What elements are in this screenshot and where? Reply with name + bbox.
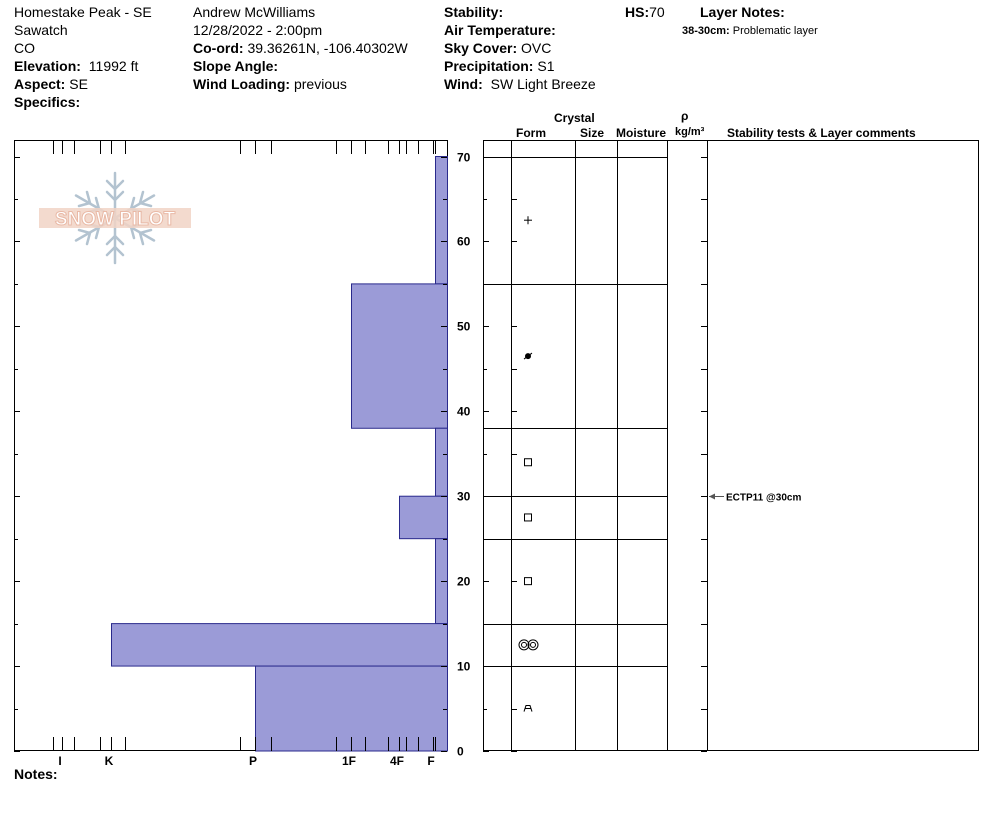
y-tick-label: 10	[457, 659, 471, 674]
hs-label: HS:	[625, 4, 650, 20]
layer-table-frame	[484, 141, 979, 751]
moisture-header: Moisture	[616, 126, 667, 140]
notes-label: Notes:	[14, 766, 58, 782]
x-tick-label: I	[58, 754, 62, 768]
hardness-bar-5	[112, 624, 448, 666]
y-tick-label: 60	[457, 234, 471, 249]
elevation-label: Elevation:	[14, 58, 81, 74]
density-unit-header: kg/m³	[675, 126, 705, 138]
comments-header: Stability tests & Layer comments	[727, 126, 916, 140]
y-tick-label: 70	[457, 150, 471, 165]
stability-label: Stability:	[444, 4, 504, 20]
melt-forms-icon	[519, 640, 538, 650]
wind-value: SW Light Breeze	[490, 76, 596, 92]
y-tick-label: 40	[457, 404, 471, 419]
crystal-header: Crystal	[554, 111, 595, 125]
form-header: Form	[516, 126, 546, 140]
specifics-label: Specifics:	[14, 94, 81, 110]
precipitation-value: S1	[537, 58, 555, 74]
hardness-bar-0	[436, 157, 448, 284]
wind-loading-value: previous	[293, 76, 347, 92]
y-tick-label: 0	[457, 744, 464, 759]
y-tick-label: 50	[457, 319, 471, 334]
hardness-bar-3	[400, 496, 448, 538]
crystal-form-symbols	[519, 216, 538, 711]
location-name: Homestake Peak - SE	[14, 4, 152, 20]
hardness-bar-1	[352, 284, 448, 428]
table-column-lines	[512, 140, 708, 751]
stability-test-marks	[709, 493, 801, 504]
faceted-icon	[525, 459, 532, 466]
hardness-bars	[112, 157, 448, 752]
observation-datetime: 12/28/2022 - 2:00pm	[193, 22, 323, 38]
x-tick-label: P	[248, 754, 258, 768]
wind-loading-label: Wind Loading:	[193, 76, 291, 92]
faceted-icon	[525, 514, 532, 521]
y-tick-label: 20	[457, 574, 471, 589]
x-tick-label: K	[104, 754, 114, 768]
layer-note-range: 38-30cm:	[682, 25, 730, 37]
coord-value: 39.36261N, -106.40302W	[247, 40, 408, 56]
slope-angle-label: Slope Angle:	[193, 58, 279, 74]
x-tick-label: F	[427, 754, 435, 768]
stability-test-label: ECTP11 @30cm	[726, 492, 802, 504]
layer-note-text: Problematic layer	[732, 25, 818, 37]
state-name: CO	[14, 40, 35, 56]
observer-name: Andrew McWilliams	[193, 4, 316, 20]
logo-text: SNOW PILOT	[54, 209, 176, 230]
snowpilot-logo	[39, 173, 191, 263]
sky-cover-label: Sky Cover:	[444, 40, 518, 56]
coord-label: Co-ord:	[193, 40, 244, 56]
precipitation-label: Precipitation:	[444, 58, 534, 74]
decomposing-fragmented-icon	[524, 353, 532, 359]
faceted-icon	[525, 578, 532, 585]
hs-value: 70	[649, 4, 665, 20]
aspect-label: Aspect:	[14, 76, 66, 92]
range-name: Sawatch	[14, 22, 68, 38]
rho-header: ρ	[681, 109, 689, 123]
air-temperature-label: Air Temperature:	[444, 22, 556, 38]
sky-cover-value: OVC	[521, 40, 552, 56]
x-tick-label: 4F	[389, 754, 405, 768]
x-tick-label: 1F	[341, 754, 357, 768]
arrow-left-icon	[709, 494, 715, 500]
aspect-value: SE	[69, 76, 88, 92]
hardness-bar-2	[436, 428, 448, 496]
y-tick-label: 30	[457, 489, 471, 504]
size-header: Size	[580, 126, 605, 140]
elevation-value: 11992 ft	[88, 58, 139, 74]
depth-hoar-icon	[524, 706, 532, 712]
precipitation-particles-icon	[524, 216, 532, 224]
layer-notes-label: Layer Notes:	[700, 4, 785, 20]
wind-label: Wind:	[444, 76, 483, 92]
